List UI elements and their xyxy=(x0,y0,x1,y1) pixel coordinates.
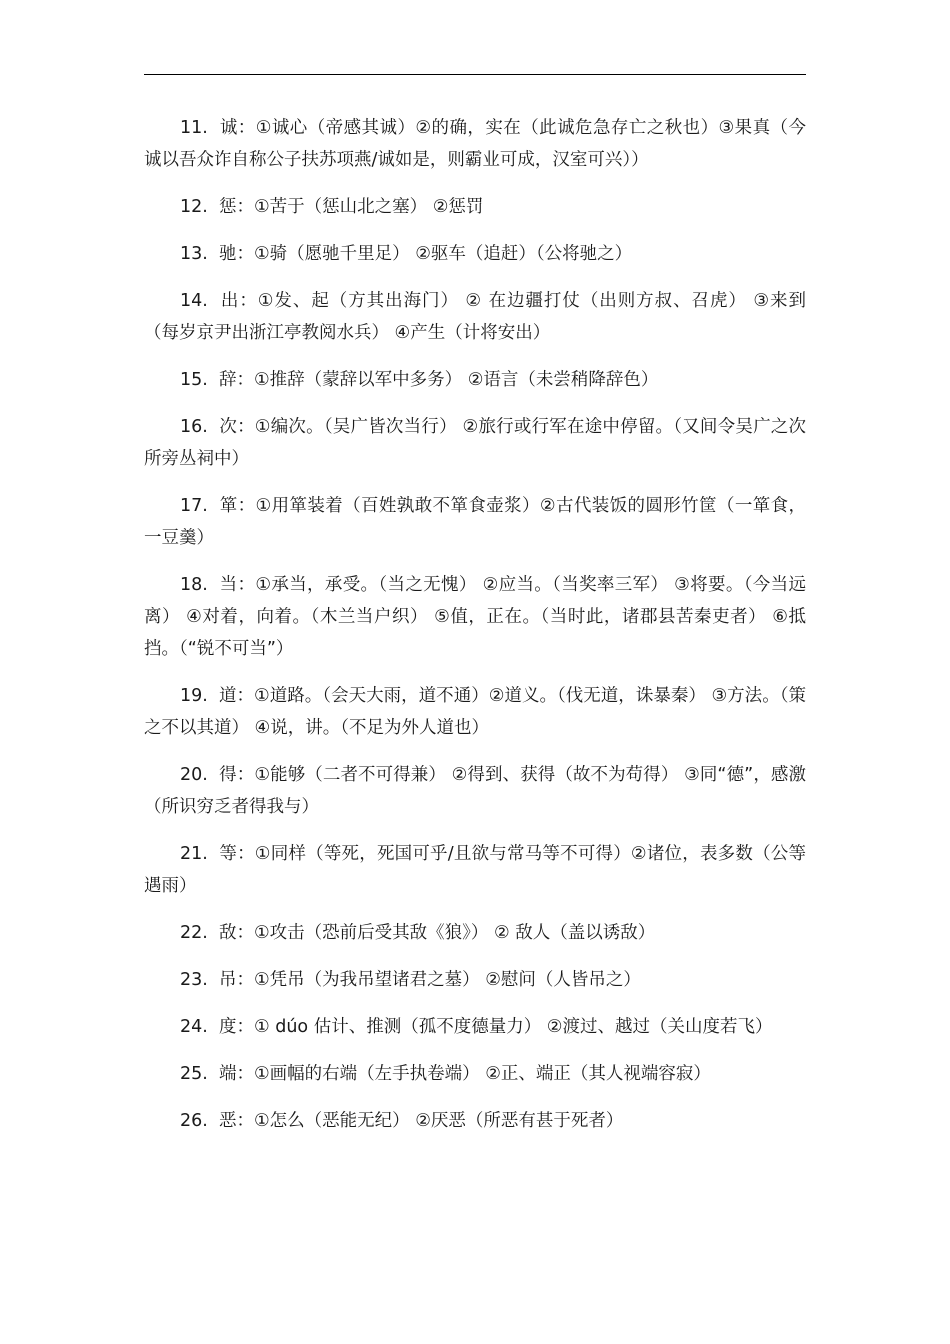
list-item xyxy=(144,1011,806,1043)
entry-number: 13. xyxy=(180,244,208,264)
entry-text: 端：①画幅的右端（左手执卷端） ②正、端正（其人视端容寂） xyxy=(218,1064,711,1084)
list-item xyxy=(144,680,806,744)
list-item xyxy=(144,490,806,554)
entry-text: 当：①承当，承受。（当之无愧） ②应当。（当奖率三军） ③将要。（今当远离） ④对着，向着。（木兰当户织） ⑤值，正在。（当时此，诸郡县苦秦吏者） ⑥抵挡。（“锐不可当”） xyxy=(144,575,806,659)
list-item xyxy=(144,238,806,270)
entry-number: 25. xyxy=(180,1064,208,1084)
entry-text: 吊：①凭吊（为我吊望诸君之墓） ②慰问（人皆吊之） xyxy=(218,970,641,990)
entry-number: 12. xyxy=(180,197,208,217)
list-item xyxy=(144,569,806,665)
entry-list xyxy=(144,112,806,1152)
list-item xyxy=(144,1058,806,1090)
list-item xyxy=(144,411,806,475)
entry-number: 18. xyxy=(180,575,208,595)
header-rule xyxy=(144,74,806,75)
list-item xyxy=(144,917,806,949)
entry-number: 20. xyxy=(180,765,208,785)
list-item xyxy=(144,1105,806,1137)
entry-number: 17. xyxy=(180,496,208,516)
list-item xyxy=(144,838,806,902)
entry-number: 15. xyxy=(180,370,208,390)
entry-text: 诚：①诚心（帝感其诚）②的确，实在（此诚危急存亡之秋也）③果真（今诚以吾众诈自称公子扶苏项燕/诚如是，则霸业可成，汉室可兴）） xyxy=(144,118,806,170)
entry-text: 得：①能够（二者不可得兼） ②得到、获得（故不为苟得） ③同“德”，感激（所识穷乏者得我与） xyxy=(144,765,806,817)
entry-number: 24. xyxy=(180,1017,208,1037)
list-item xyxy=(144,964,806,996)
list-item xyxy=(144,112,806,176)
entry-number: 26. xyxy=(180,1111,208,1131)
entry-number: 16. xyxy=(180,417,208,437)
entry-text: 驰：①骑（愿驰千里足） ②驱车（追赶）（公将驰之） xyxy=(218,244,633,264)
entry-number: 11. xyxy=(180,118,208,138)
entry-text: 敌：①攻击（恐前后受其敌《狼》） ② 敌人（盖以诱敌） xyxy=(218,923,656,943)
entry-text: 辞：①推辞（蒙辞以军中多务） ②语言（未尝稍降辞色） xyxy=(218,370,659,390)
entry-text: 恶：①怎么（恶能无纪） ②厌恶（所恶有甚于死者） xyxy=(218,1111,624,1131)
list-item xyxy=(144,285,806,349)
list-item xyxy=(144,191,806,223)
entry-text: 度：① dúo 估计、推测（孤不度德量力） ②渡过、越过（关山度若飞） xyxy=(218,1017,773,1037)
entry-text: 箪：①用箪装着（百姓孰敢不箪食壶浆）②古代装饭的圆形竹筐（一箪食，一豆羹） xyxy=(144,496,806,548)
entry-number: 21. xyxy=(180,844,208,864)
entry-text: 惩：①苦于（惩山北之塞） ②惩罚 xyxy=(218,197,484,217)
list-item xyxy=(144,364,806,396)
entry-number: 14. xyxy=(180,291,208,311)
entry-text: 道：①道路。（会天大雨，道不通）②道义。（伐无道，诛暴秦） ③方法。（策之不以其道） ④说，讲。（不足为外人道也） xyxy=(144,686,806,738)
entry-number: 22. xyxy=(180,923,208,943)
list-item xyxy=(144,759,806,823)
entry-text: 出：①发、起（方其出海门） ② 在边疆打仗（出则方叔、召虎） ③来到（每岁京尹出浙江亭教阅水兵） ④产生（计将安出） xyxy=(144,291,806,343)
entry-number: 23. xyxy=(180,970,208,990)
entry-text: 次：①编次。（吴广皆次当行） ②旅行或行军在途中停留。（又间令吴广之次所旁丛祠中） xyxy=(144,417,806,469)
entry-text: 等：①同样（等死，死国可乎/且欲与常马等不可得）②诸位，表多数（公等遇雨） xyxy=(144,844,806,896)
entry-number: 19. xyxy=(180,686,208,706)
